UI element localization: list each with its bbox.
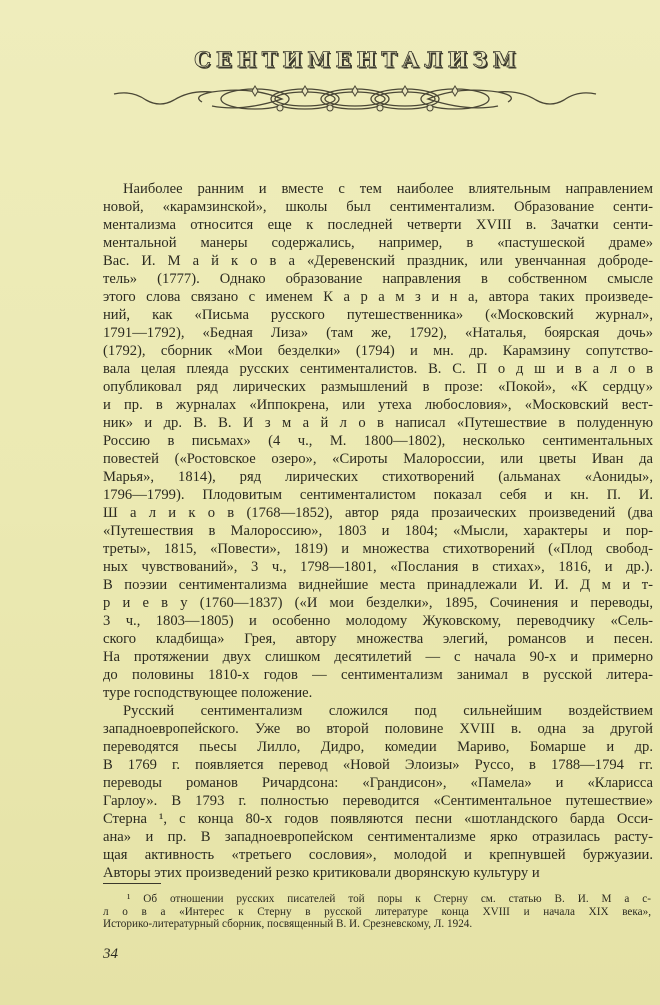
text-line: Авторы этих произведений резко критиковали дворянскую культуру и [103, 865, 540, 881]
ornamental-divider-icon [112, 82, 598, 116]
text-line: В 1769 г. появляется перевод «Новой Элоизы» Руссо, в 1788—1794 гг. [103, 757, 653, 773]
text-line: 1791—1792), «Бедная Лиза» (там же, 1792), «Наталья, боярская дочь» [103, 325, 653, 341]
text-line: Гарлоу». В 1793 г. полностью переводится «Сентиментальное путешествие» [103, 793, 653, 809]
text-line: Вас. И. М а й к о в а «Деревенский праздник, или увенчанная доброде- [103, 253, 653, 269]
text-line: повестей («Ростовское озеро», «Сироты Малороссии, или цветы Иван да [103, 451, 653, 467]
footnote-line: ¹ Об отношении русских писателей той поры к Стерну см. статью В. И. М а с- [127, 893, 651, 905]
text-line: 1796—1799). Плодовитым сентименталистом показал себя и кн. П. И. [103, 487, 653, 503]
text-line: этого слова связано с именем К а р а м з и н а, автора таких произведе- [103, 289, 653, 305]
text-line: р и е в у (1760—1837) («И мои безделки», 1895, Сочинения и переводы, [103, 595, 653, 611]
text-line: Русский сентиментализм сложился под сильнейшим воздействием [123, 703, 653, 719]
text-line: новой, «карамзинской», школы был сентиментализм. Образование сенти- [103, 199, 653, 215]
text-line: переводы романов Ричардсона: «Грандисон», «Памела» и «Кларисса [103, 775, 653, 791]
text-line: В поэзии сентиментализма виднейшие места принадлежали И. И. Д м и т- [103, 577, 653, 593]
text-line: ского кладбища» Грея, автору множества элегий, романсов и песен. [103, 631, 653, 647]
footnote-line: л о в а «Интерес к Стерну в русской литературе конца XVIII и начала XIX века», [103, 905, 651, 918]
text-line: Ш а л и к о в (1768—1852), автор ряда прозаических произведений (два [103, 505, 653, 521]
chapter-title: СЕНТИМЕНТАЛИЗМ [194, 47, 521, 72]
text-line: западноевропейского. Уже во второй половине XVIII в. одна за другой [103, 721, 653, 737]
text-line: ник» и др. В. В. И з м а й л о в написал «Путешествие в полуденную [103, 415, 653, 431]
text-line: Стерна ¹, с конца 80-х годов появляются песни «шотландского барда Осси- [103, 811, 653, 827]
text-line: На протяжении двух слишком десятилетий — с начала 90-х и примерно [103, 649, 653, 665]
text-line: ментализма относится еще к последней четверти XVIII в. Зачатки сенти- [103, 217, 653, 233]
text-line: и пр. в журналах «Иппокрена, или утеха любословия», «Московский вест- [103, 397, 653, 413]
text-line: переводятся пьесы Лилло, Дидро, комедии Мариво, Бомарше и др. [103, 739, 653, 755]
text-line: туре господствующее положение. [103, 685, 313, 701]
footnote-line: Историко-литературный сборник, посвященный В. И. Срезневскому, Л. 1924. [103, 918, 473, 930]
text-line: 3 ч., 1803—1805) и особенно молодому Жуковскому, переводчику «Сель- [103, 613, 653, 629]
text-line: Россию в письмах» (4 ч., М. 1800—1802), несколько сентиментальных [103, 433, 653, 449]
body-text [103, 180, 653, 882]
text-line: ний, как «Письма русского путешественника» («Московский журнал», [103, 307, 653, 323]
text-line: (1792), сборник «Мои безделки» (1794) и мн. др. Карамзину сопутство- [103, 343, 653, 359]
text-line: щая активность «третьего сословия», молодой и крепнувшей буржуазии. [103, 847, 653, 863]
text-line: ных чувствований», 3 ч., 1798—1801, «Послания в стихах», 1816, и др.). [103, 559, 653, 575]
text-line: ментальной манеры содержались, например, в «пастушеской драме» [103, 235, 653, 251]
text-line: до половины 1810-х годов — сентиментализм занимал в русской литера- [103, 667, 653, 683]
text-line: ана» и пр. В западноевропейском сентиментализме ярко отразилась расту- [103, 829, 653, 845]
text-line: треты», 1815, «Повести», 1819) и множества стихотворений («Плод свобод- [103, 541, 653, 557]
text-line: тель» (1777). Однако образование направления в собственном смысле [103, 271, 653, 287]
text-line: опубликовал ряд лирических размышлений в прозе: «Покой», «К сердцу» [103, 379, 653, 395]
footnote-divider [103, 883, 161, 884]
text-line: вала целая плеяда русских сентименталистов. В. С. П о д ш и в а л о в [103, 361, 653, 377]
page-number: 34 [103, 946, 118, 962]
text-line: «Путешествия в Малороссию», 1803 и 1804; «Мысли, характеры и пор- [103, 523, 653, 539]
text-line: Марья», 1814), ряд лирических стихотворений (альманах «Аониды», [103, 469, 653, 485]
footnote [103, 893, 651, 931]
text-line: Наиболее ранним и вместе с тем наиболее влиятельным направлением [123, 181, 653, 197]
